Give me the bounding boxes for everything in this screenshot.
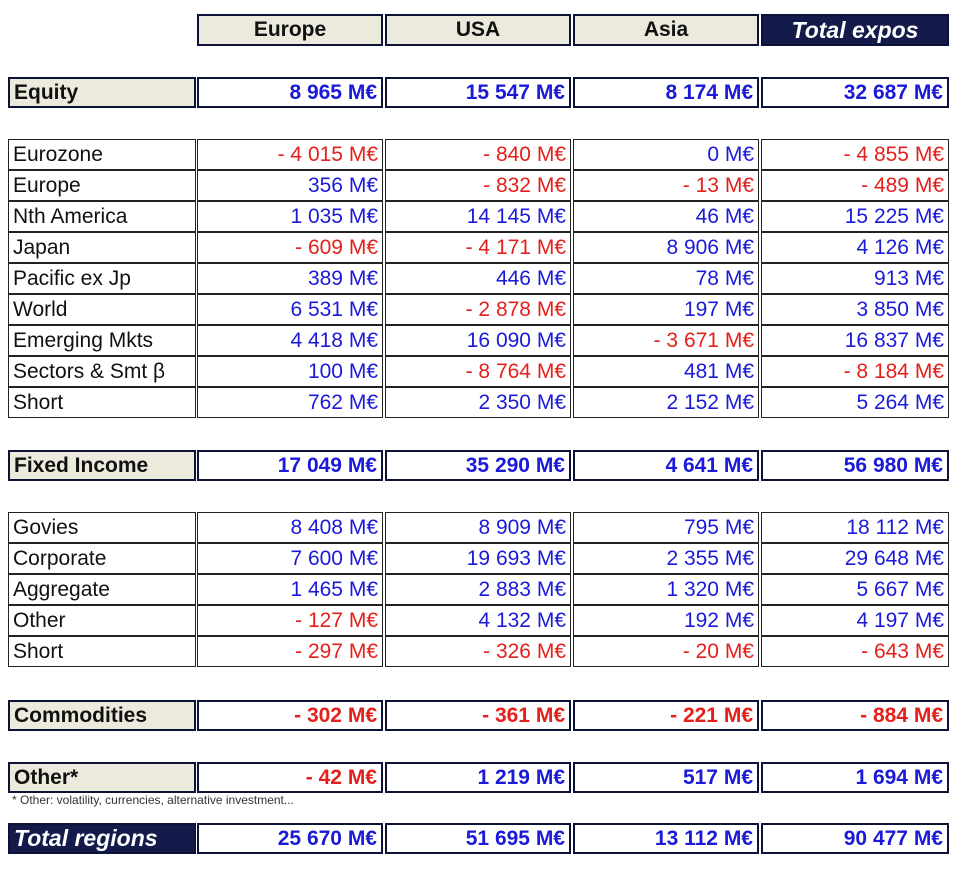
value-cell-europe: 8 408 M€ <box>197 512 383 543</box>
value-cell-usa: 446 M€ <box>385 263 571 294</box>
value-cell-asia: 46 M€ <box>573 201 759 232</box>
value-cell-asia: 13 112 M€ <box>573 823 759 854</box>
value-cell-usa: 1 219 M€ <box>385 762 571 793</box>
value-cell-total-expos: 913 M€ <box>761 263 949 294</box>
value-cell-europe: 762 M€ <box>197 387 383 418</box>
value-cell-total-expos: - 643 M€ <box>761 636 949 667</box>
value-cell-asia: 192 M€ <box>573 605 759 636</box>
value-cell-europe: 389 M€ <box>197 263 383 294</box>
header-europe: Europe <box>197 14 383 46</box>
value-cell-europe: - 42 M€ <box>197 762 383 793</box>
value-cell-total-expos: 18 112 M€ <box>761 512 949 543</box>
row-label: Govies <box>8 512 196 543</box>
value-cell-usa: - 840 M€ <box>385 139 571 170</box>
value-cell-usa: 19 693 M€ <box>385 543 571 574</box>
value-cell-total-expos: 29 648 M€ <box>761 543 949 574</box>
value-cell-asia: 1 320 M€ <box>573 574 759 605</box>
header-total-expos: Total expos <box>761 14 949 46</box>
value-cell-total-expos: - 4 855 M€ <box>761 139 949 170</box>
value-cell-asia: 8 174 M€ <box>573 77 759 108</box>
value-cell-usa: - 832 M€ <box>385 170 571 201</box>
row-label: Other* <box>8 762 196 793</box>
value-cell-europe: 6 531 M€ <box>197 294 383 325</box>
value-cell-asia: 78 M€ <box>573 263 759 294</box>
value-cell-total-expos: 4 197 M€ <box>761 605 949 636</box>
value-cell-europe: - 302 M€ <box>197 700 383 731</box>
value-cell-asia: 4 641 M€ <box>573 450 759 481</box>
value-cell-asia: 795 M€ <box>573 512 759 543</box>
value-cell-usa: - 2 878 M€ <box>385 294 571 325</box>
value-cell-total-expos: 1 694 M€ <box>761 762 949 793</box>
row-label: Corporate <box>8 543 196 574</box>
value-cell-usa: 8 909 M€ <box>385 512 571 543</box>
value-cell-asia: 197 M€ <box>573 294 759 325</box>
value-cell-europe: 17 049 M€ <box>197 450 383 481</box>
value-cell-usa: 14 145 M€ <box>385 201 571 232</box>
value-cell-europe: 25 670 M€ <box>197 823 383 854</box>
row-label: Europe <box>8 170 196 201</box>
value-cell-europe: 1 465 M€ <box>197 574 383 605</box>
value-cell-europe: - 609 M€ <box>197 232 383 263</box>
value-cell-europe: 356 M€ <box>197 170 383 201</box>
row-label: Eurozone <box>8 139 196 170</box>
row-label: World <box>8 294 196 325</box>
row-label: Fixed Income <box>8 450 196 481</box>
value-cell-usa: - 326 M€ <box>385 636 571 667</box>
row-label: Other <box>8 605 196 636</box>
value-cell-total-expos: - 884 M€ <box>761 700 949 731</box>
value-cell-asia: - 3 671 M€ <box>573 325 759 356</box>
value-cell-europe: - 127 M€ <box>197 605 383 636</box>
value-cell-asia: - 20 M€ <box>573 636 759 667</box>
value-cell-total-expos: 16 837 M€ <box>761 325 949 356</box>
row-label: Short <box>8 387 196 418</box>
value-cell-europe: - 4 015 M€ <box>197 139 383 170</box>
value-cell-total-expos: 15 225 M€ <box>761 201 949 232</box>
value-cell-usa: 16 090 M€ <box>385 325 571 356</box>
row-label: Pacific ex Jp <box>8 263 196 294</box>
value-cell-asia: 0 M€ <box>573 139 759 170</box>
value-cell-total-expos: 4 126 M€ <box>761 232 949 263</box>
row-label: Nth America <box>8 201 196 232</box>
value-cell-asia: 2 152 M€ <box>573 387 759 418</box>
value-cell-usa: 2 883 M€ <box>385 574 571 605</box>
value-cell-usa: - 361 M€ <box>385 700 571 731</box>
value-cell-total-expos: 3 850 M€ <box>761 294 949 325</box>
value-cell-europe: 8 965 M€ <box>197 77 383 108</box>
row-label: Emerging Mkts <box>8 325 196 356</box>
value-cell-europe: - 297 M€ <box>197 636 383 667</box>
value-cell-europe: 4 418 M€ <box>197 325 383 356</box>
value-cell-asia: 517 M€ <box>573 762 759 793</box>
footnote: * Other: volatility, currencies, alternative investment... <box>12 793 294 807</box>
value-cell-total-expos: 56 980 M€ <box>761 450 949 481</box>
value-cell-total-expos: - 489 M€ <box>761 170 949 201</box>
value-cell-asia: 481 M€ <box>573 356 759 387</box>
value-cell-total-expos: 90 477 M€ <box>761 823 949 854</box>
row-label: Sectors & Smt β <box>8 356 196 387</box>
value-cell-europe: 1 035 M€ <box>197 201 383 232</box>
value-cell-asia: 8 906 M€ <box>573 232 759 263</box>
row-label: Japan <box>8 232 196 263</box>
row-label: Short <box>8 636 196 667</box>
value-cell-usa: 51 695 M€ <box>385 823 571 854</box>
value-cell-total-expos: 5 264 M€ <box>761 387 949 418</box>
row-label: Aggregate <box>8 574 196 605</box>
value-cell-asia: - 221 M€ <box>573 700 759 731</box>
value-cell-total-expos: 5 667 M€ <box>761 574 949 605</box>
value-cell-usa: - 8 764 M€ <box>385 356 571 387</box>
row-label: Equity <box>8 77 196 108</box>
value-cell-usa: 15 547 M€ <box>385 77 571 108</box>
value-cell-asia: - 13 M€ <box>573 170 759 201</box>
header-usa: USA <box>385 14 571 46</box>
row-label: Commodities <box>8 700 196 731</box>
value-cell-usa: 4 132 M€ <box>385 605 571 636</box>
row-label: Total regions <box>8 823 196 854</box>
value-cell-total-expos: 32 687 M€ <box>761 77 949 108</box>
value-cell-europe: 7 600 M€ <box>197 543 383 574</box>
value-cell-usa: - 4 171 M€ <box>385 232 571 263</box>
header-asia: Asia <box>573 14 759 46</box>
value-cell-total-expos: - 8 184 M€ <box>761 356 949 387</box>
value-cell-usa: 2 350 M€ <box>385 387 571 418</box>
value-cell-asia: 2 355 M€ <box>573 543 759 574</box>
value-cell-europe: 100 M€ <box>197 356 383 387</box>
value-cell-usa: 35 290 M€ <box>385 450 571 481</box>
